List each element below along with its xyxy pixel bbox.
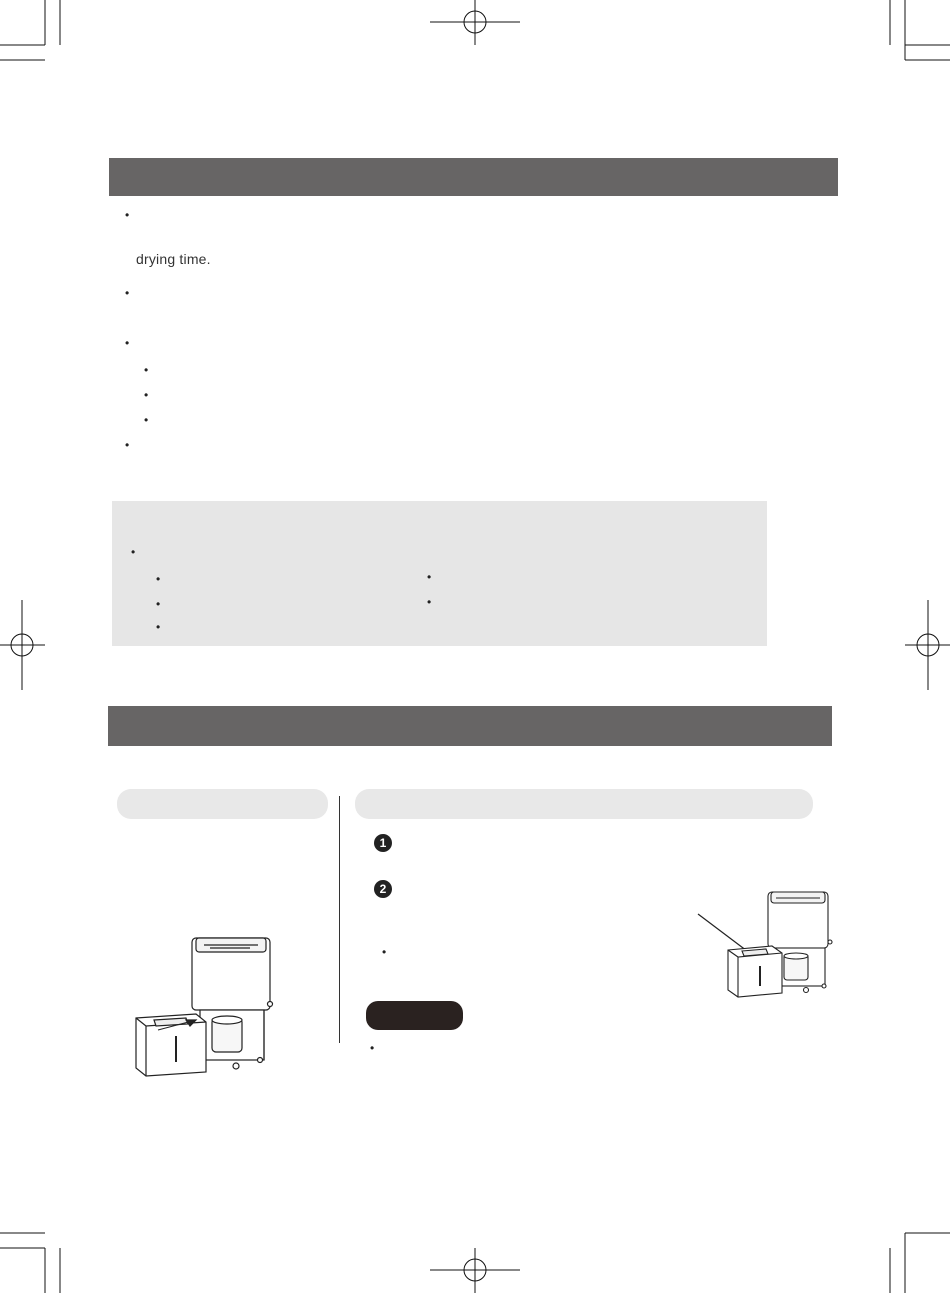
subsection-heading-pill bbox=[355, 789, 813, 819]
bullet-marker: • bbox=[125, 286, 130, 300]
bullet-marker: • bbox=[125, 208, 130, 222]
sub-bullet-marker: • bbox=[156, 620, 161, 634]
bullet-marker: • bbox=[125, 438, 130, 452]
sub-bullet-marker: • bbox=[427, 570, 432, 584]
bullet-marker: • bbox=[370, 1041, 375, 1055]
bullet-marker: • bbox=[131, 545, 136, 559]
registration-mark-icon bbox=[905, 600, 950, 690]
registration-mark-icon bbox=[430, 1248, 520, 1293]
column-divider bbox=[339, 796, 340, 1043]
sub-bullet-marker: • bbox=[427, 595, 432, 609]
paragraph-text: drying time. bbox=[136, 251, 211, 267]
sub-bullet-marker: • bbox=[144, 388, 149, 402]
section-header-bar bbox=[109, 158, 838, 196]
bullet-marker: • bbox=[382, 945, 387, 959]
bullet-marker: • bbox=[125, 336, 130, 350]
section-header-bar bbox=[108, 706, 832, 746]
subsection-heading-pill bbox=[117, 789, 328, 819]
step-number-2: 2 bbox=[374, 880, 392, 898]
registration-mark-icon bbox=[0, 600, 45, 690]
step-number-1: 1 bbox=[374, 834, 392, 852]
sub-bullet-marker: • bbox=[144, 363, 149, 377]
note-box bbox=[112, 501, 767, 646]
note-label-pill bbox=[366, 1001, 463, 1030]
sub-bullet-marker: • bbox=[144, 413, 149, 427]
sub-bullet-marker: • bbox=[156, 597, 161, 611]
registration-mark-icon bbox=[430, 0, 520, 45]
sub-bullet-marker: • bbox=[156, 572, 161, 586]
